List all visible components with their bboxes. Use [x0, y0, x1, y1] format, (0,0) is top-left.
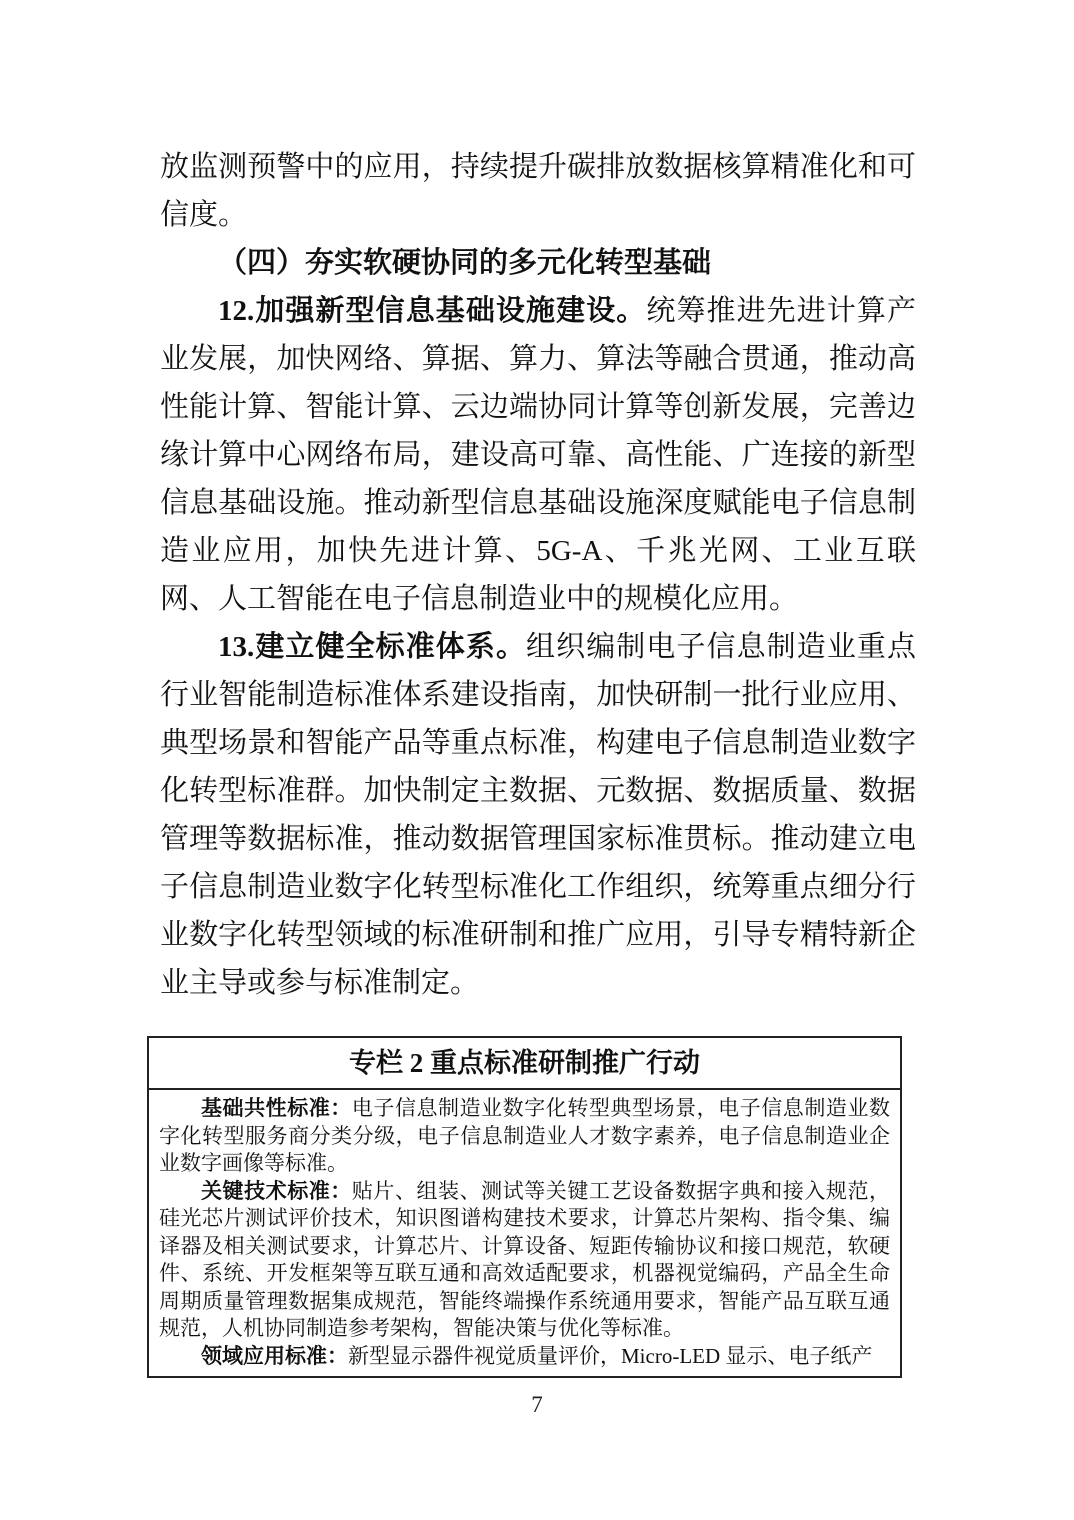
callout-box-body — [149, 1090, 900, 1376]
paragraph-continuation: 放监测预警中的应用，持续提升碳排放数据核算精准化和可信度。 — [160, 151, 916, 231]
page-number: 7 — [531, 1392, 543, 1417]
callout-item-key-technology-standards-label: 关键技术标准： — [201, 1178, 352, 1203]
paragraph-item-12-text: 统筹推进先进计算产业发展，加快网络、算据、算力、算法等融合贯通，推动高性能计算、智能计算、云边端协同计算等创新发展，完善边缘计算中心网络布局，建设高可靠、高性能、广连接的新型信息基础设施。推动新型信息基础设施深度赋能电子信息制造业应用，加快先进计算、5G-A、千兆光网、工业互联网、人工智能在电子信息制造业中的规模化应用。 — [160, 295, 916, 615]
callout-item-domain-application-standards-text: 新型显示器件视觉质量评价，Micro-LED 显示、电子纸产 — [348, 1343, 873, 1368]
page-content — [160, 143, 916, 1378]
callout-box-column-2 — [147, 1036, 902, 1378]
paragraph-item-12 — [160, 287, 916, 623]
paragraph-item-13 — [160, 623, 916, 1007]
callout-box-title: 专栏 2 重点标准研制推广行动 — [149, 1038, 900, 1090]
callout-item-basic-common-standards-text: 电子信息制造业数字化转型典型场景，电子信息制造业数字化转型服务商分类分级，电子信息制造业人才数字素养，电子信息制造业企业数字画像等标准。 — [159, 1096, 891, 1175]
section-heading-4: （四）夯实软硬协同的多元化转型基础 — [218, 247, 712, 279]
callout-item-basic-common-standards-label: 基础共性标准： — [201, 1096, 352, 1120]
callout-item-domain-application-standards-label: 领域应用标准： — [201, 1343, 348, 1368]
callout-item-key-technology-standards — [159, 1178, 890, 1343]
paragraph-item-13-lead: 13.建立健全标准体系。 — [218, 631, 527, 663]
callout-item-basic-common-standards — [159, 1095, 890, 1178]
callout-item-domain-application-standards — [159, 1343, 890, 1371]
callout-item-key-technology-standards-text: 贴片、组装、测试等关键工艺设备数据字典和接入规范，硅光芯片测试评价技术，知识图谱构建技术要求，计算芯片架构、指令集、编译器及相关测试要求，计算芯片、计算设备、短距传输协议和接口规范，软硬件、系统、开发框架等互联互通和高效适配要求，机器视觉编码，产品全生命周期质量管理数据集成规范，智能终端操作系统通用要求，智能产品互联互通规范，人机协同制造参考架构，智能决策与优化等标准。 — [159, 1178, 891, 1340]
paragraph-item-12-lead: 12.加强新型信息基础设施建设。 — [218, 295, 647, 327]
paragraph-item-13-text: 组织编制电子信息制造业重点行业智能制造标准体系建设指南，加快研制一批行业应用、典型场景和智能产品等重点标准，构建电子信息制造业数字化转型标准群。加快制定主数据、元数据、数据质量、数据管理等数据标准，推动数据管理国家标准贯标。推动建立电子信息制造业数字化转型标准化工作组织，统筹重点细分行业数字化转型领域的标准研制和推广应用，引导专精特新企业主导或参与标准制定。 — [160, 631, 916, 999]
